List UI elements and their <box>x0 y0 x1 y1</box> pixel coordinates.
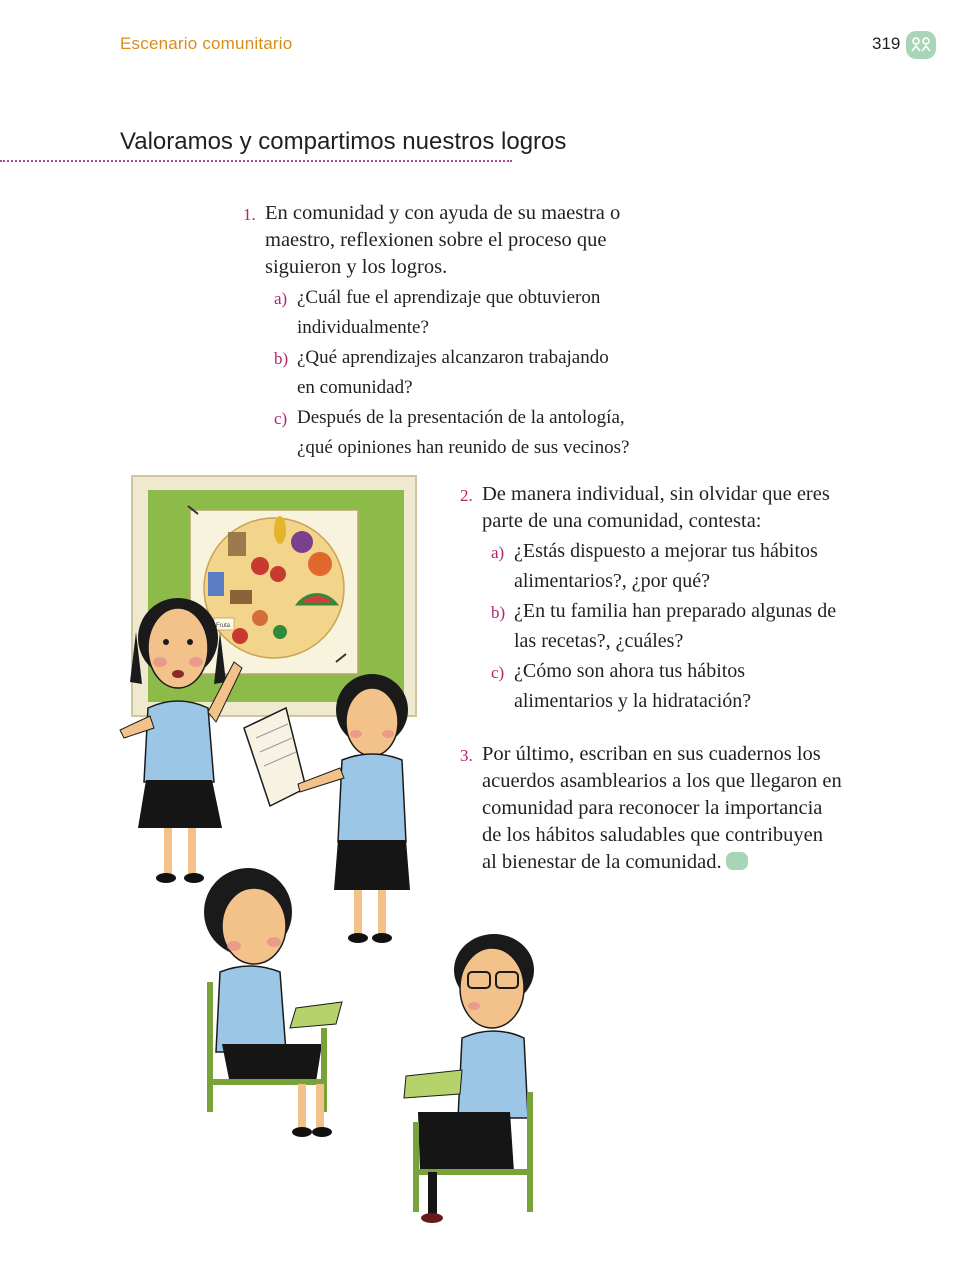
section-header: Escenario comunitario <box>120 34 293 53</box>
question-2c-text: ¿Cómo son ahora tus hábitos alimentarios y la hidratación? <box>514 660 752 712</box>
question-1b-letter: b) <box>274 349 289 368</box>
question-2c-letter: c) <box>491 663 505 682</box>
page-title: Valoramos y compartimos nuestros logros <box>120 128 567 155</box>
poster-label: Fruta <box>216 623 231 629</box>
question-1b-text: ¿Qué aprendizajes alcanzaron trabajando en comunidad? <box>297 347 609 398</box>
question-1a-letter: a) <box>274 289 288 308</box>
student-boy-seated <box>404 934 534 1223</box>
page-number: 319 <box>872 34 901 53</box>
question-1-number: 1. <box>243 205 256 224</box>
question-1-text: En comunidad y con ayuda de su maestra o maestro, reflexionen sobre el proceso que siguieron y los logros. <box>265 202 621 278</box>
question-2a-text: ¿Estás dispuesto a mejorar tus hábitos alimentarios?, ¿por qué? <box>514 540 818 592</box>
community-end-icon <box>726 852 748 870</box>
question-1c-letter: c) <box>274 409 288 428</box>
question-1a-text: ¿Cuál fue el aprendizaje que obtuvieron individualmente? <box>297 287 601 338</box>
question-2-number: 2. <box>460 486 473 505</box>
question-2b-text: ¿En tu familia han preparado algunas de las recetas?, ¿cuáles? <box>514 600 837 652</box>
question-2a-letter: a) <box>491 543 505 562</box>
community-scenario-icon <box>906 31 936 59</box>
student-girl-seated <box>204 868 342 1137</box>
question-3-text: Por último, escriban en sus cuadernos los acuerdos asamblearios a los que llegaron en comunidad para reconocer la importancia de los hábitos saludables que contribuyen al bienestar de la comunidad. <box>482 743 842 873</box>
question-2-text: De manera individual, sin olvidar que eres parte de una comunidad, contesta: <box>482 483 830 532</box>
classroom-illustration <box>110 472 560 1242</box>
question-2b-letter: b) <box>491 603 506 622</box>
question-3-number: 3. <box>460 746 473 765</box>
title-divider <box>0 160 512 162</box>
question-1c-text: Después de la presentación de la antología, ¿qué opiniones han reunido de sus vecinos? <box>297 407 630 458</box>
